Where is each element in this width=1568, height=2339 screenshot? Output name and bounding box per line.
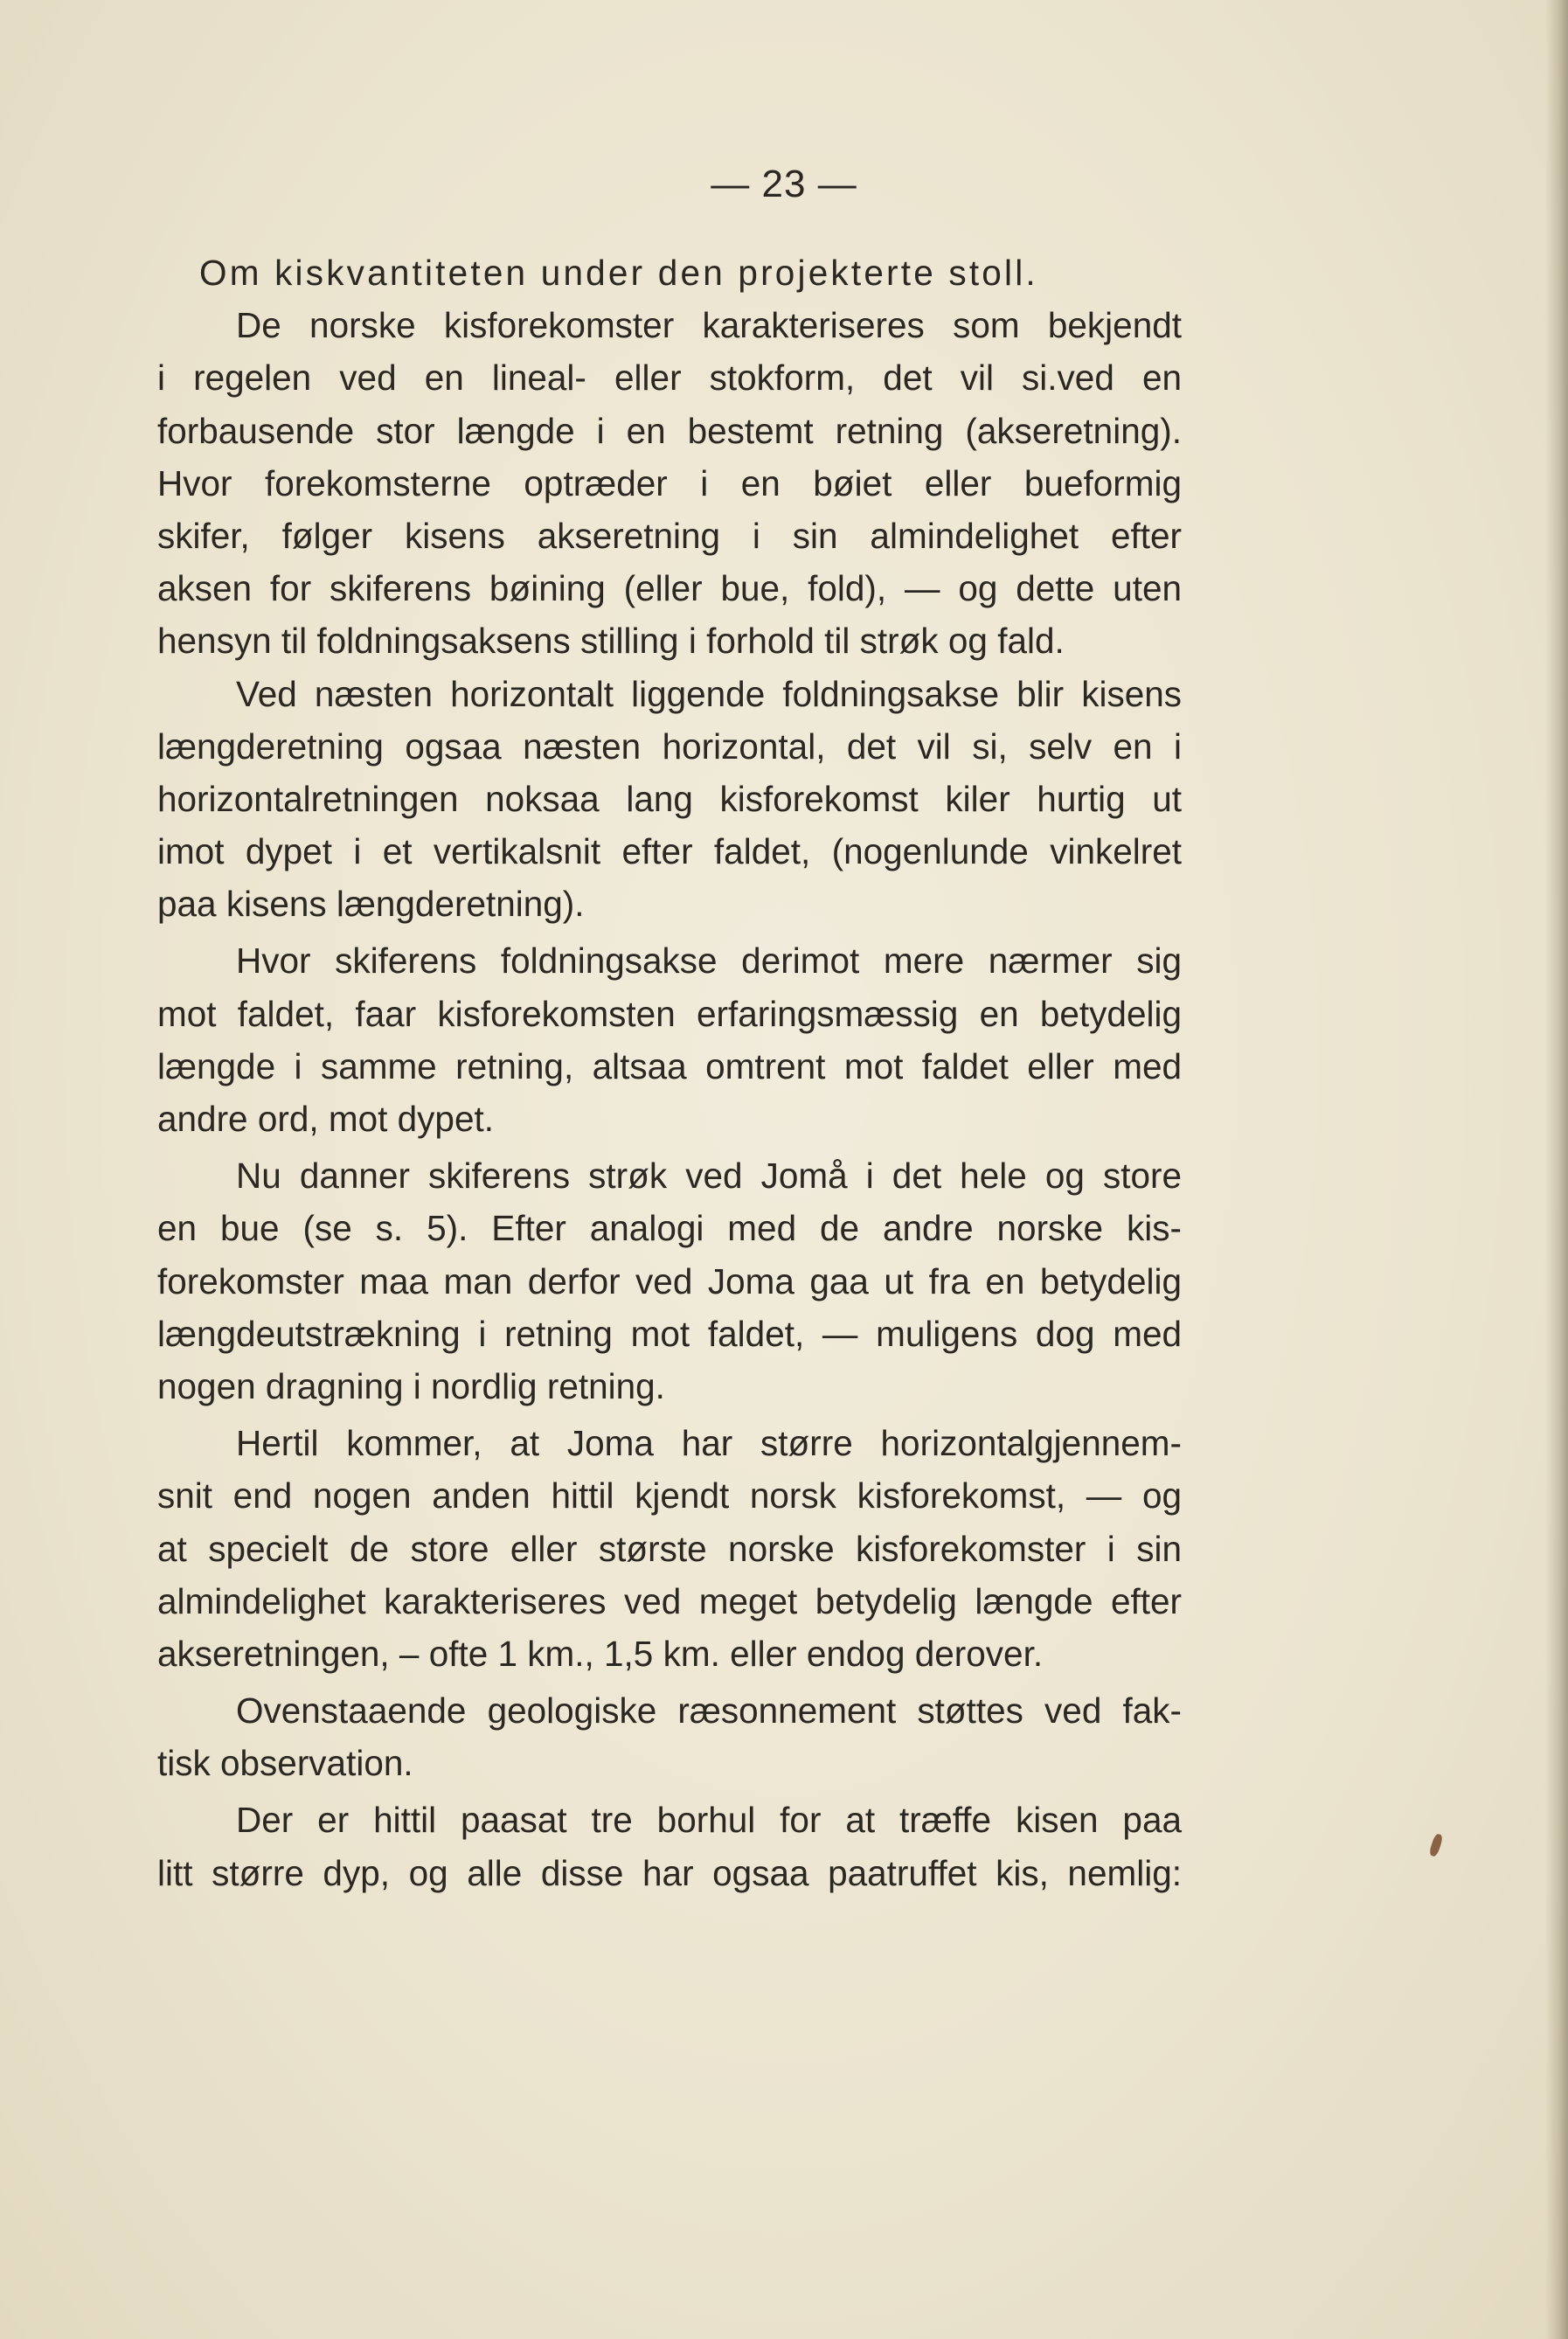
text-line: paa kisens længderetning). [157,884,585,925]
text-line: andre ord, mot dypet. [157,1099,494,1139]
text-line: litt større dyp, og alle disse har ogsaa paatruffet kis, nemlig: [157,1852,1182,1893]
text-line: De norske kisforekomster karakteriseres som bekjendt [236,305,1182,346]
text-line: at specielt de store eller største norske kisforekomster i sin [157,1528,1182,1569]
text-line: længde i samme retning, altsaa omtrent mot faldet eller med [157,1045,1182,1086]
text-line: en bue (se s. 5). Efter analogi med de andre norske kis- [157,1208,1182,1249]
text-line: Der er hittil paasat tre borhul for at træffe kisen paa [236,1800,1182,1841]
text-line: almindelighet karakteriseres ved meget betydelig længde efter [157,1580,1182,1621]
text-line: snit end nogen anden hittil kjendt norsk kisforekomst, — og [157,1475,1182,1517]
paragraph-4 [157,1149,1182,1412]
text-line: forekomster maa man derfor ved Joma gaa ut fra en betydelig [157,1260,1182,1301]
paragraph-7 [157,1794,1182,1898]
text-line: Hvor skiferens foldningsakse derimot mere nærmer sig [236,940,1182,982]
text-line: Nu danner skiferens strøk ved Jomå i det hele og store [236,1156,1182,1197]
section-heading: Om kiskvantiteten under den projekterte stoll. [199,253,1038,293]
paragraph-2 [157,668,1182,931]
text-line: Ovenstaaende geologiske ræsonnement støttes ved fak- [236,1690,1182,1732]
paragraph-1 [157,299,1182,667]
paragraph-6 [157,1684,1182,1789]
text-line: Ved næsten horizontalt liggende foldningsakse blir kisens [236,673,1182,714]
paragraph-3 [157,934,1182,1145]
text-line: akseretningen, – ofte 1 km., 1,5 km. eller endog derover. [157,1633,1044,1674]
text-line: Hvor forekomsterne optræder i en bøiet eller bueformig [157,462,1182,503]
page-number: — 23 — [711,163,857,205]
text-line: hensyn til foldningsaksens stilling i forhold til strøk og fald. [157,621,1065,662]
text-line: mot faldet, faar kisforekomsten erfaringsmæssig en betydelig [157,993,1182,1034]
text-line: tisk observation. [157,1743,413,1784]
text-line: aksen for skiferens bøining (eller bue, fold), — og dette uten [157,568,1182,609]
ink-stain [1428,1833,1444,1857]
text-line: skifer, følger kisens akseretning i sin almindelighet efter [157,515,1182,556]
text-line: i regelen ved en lineal- eller stokform, det vil si.ved en [157,357,1182,399]
text-line: længderetning ogsaa næsten horizontal, det vil si, selv en i [157,725,1182,767]
text-line: Hertil kommer, at Joma har større horizontalgjennem- [236,1423,1182,1464]
paragraph-5 [157,1417,1182,1680]
body-text [157,246,1182,1899]
text-line: længdeutstrækning i retning mot faldet, — muligens dog med [157,1313,1182,1354]
page-edge-shadow [1545,0,1568,2339]
text-line: horizontalretningen noksaa lang kisforekomst kiler hurtig ut [157,778,1182,819]
text-line: forbausende stor længde i en bestemt retning (akseretning). [157,410,1182,451]
text-line: nogen dragning i nordlig retning. [157,1365,665,1406]
text-line: imot dypet i et vertikalsnit efter faldet, (nogenlunde vinkelret [157,831,1182,872]
